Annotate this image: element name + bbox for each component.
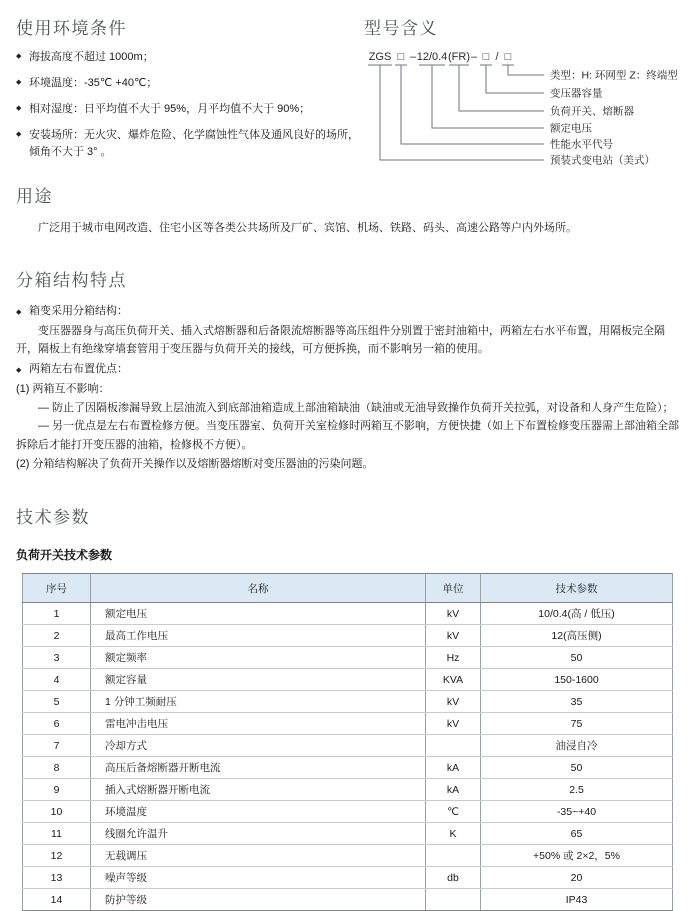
cell-name: 无载调压	[91, 845, 426, 867]
structure-item-1a: — 防止了因隔板渗漏导致上层油流入到底部油箱造成上部油箱缺油（缺油或无油导致操作负荷开关拉弧，对设备和人身产生危险）；	[38, 401, 674, 414]
model-label-switch-fuse: 负荷开关、熔断器	[550, 105, 634, 118]
list-item	[16, 49, 364, 66]
list-item	[16, 127, 364, 161]
cell-index: 10	[23, 801, 91, 823]
table-row	[23, 647, 673, 669]
cell-name: 环境温度	[91, 801, 426, 823]
diamond-bullet-icon: ◆	[16, 366, 22, 374]
model-token: □	[504, 51, 512, 63]
table-row	[23, 691, 673, 713]
cell-index: 11	[23, 823, 91, 845]
list-item	[16, 101, 364, 118]
table-row	[23, 757, 673, 779]
tech-subtitle: 负荷开关技术参数	[16, 548, 113, 563]
section-structure	[16, 266, 680, 474]
table-header-row	[23, 574, 673, 603]
cell-index: 8	[23, 757, 91, 779]
usage-title: 用途	[16, 187, 53, 206]
cell-value: 75	[481, 713, 673, 735]
cell-index: 7	[23, 735, 91, 757]
table-row	[23, 625, 673, 647]
cell-value: 50	[481, 647, 673, 669]
cell-index: 1	[23, 603, 91, 625]
cell-name: 线圈允许温升	[91, 823, 426, 845]
top-row	[16, 14, 680, 176]
load-switch-params-table	[22, 573, 673, 911]
cell-index: 9	[23, 779, 91, 801]
model-token: (FR)	[448, 51, 470, 63]
column-header-index: 序号	[23, 574, 91, 603]
structure-item-2: (2) 分箱结构解决了负荷开关操作以及熔断器熔断对变压器油的污染问题。	[16, 457, 374, 470]
environment-list	[16, 49, 364, 161]
cell-unit: K	[426, 823, 481, 845]
structure-item-1b: — 另一优点是左右布置检修方便。当变压器室、负荷开关室检修时两箱互不影响，方便快捷（如上下布置检修变压器需上部油箱全部拆除后才能打开变压器的油箱，检修极不方便）。	[16, 420, 680, 451]
cell-unit: kA	[426, 757, 481, 779]
env-item-text: 环境温度：-35℃ +40℃；	[29, 77, 158, 90]
structure-bullet-2	[16, 359, 680, 380]
model-label-type: 类型：H: 环网型 Z：终端型	[550, 69, 678, 82]
env-item-text: 海拔高度不超过 1000m；	[29, 51, 154, 63]
environment-title: 使用环境条件	[16, 19, 127, 38]
cell-value: 20	[481, 867, 673, 889]
cell-unit	[426, 845, 481, 867]
model-token: –	[409, 51, 417, 63]
cell-index: 3	[23, 647, 91, 669]
model-token: –	[470, 51, 478, 63]
section-tech-params	[16, 503, 680, 911]
cell-value: 油浸自冷	[481, 735, 673, 757]
model-label-capacity: 变压器容量	[550, 87, 603, 100]
list-item	[16, 75, 364, 92]
table-body	[23, 603, 673, 911]
cell-value: 35	[481, 691, 673, 713]
model-diagram-svg	[364, 49, 680, 171]
tech-title: 技术参数	[16, 508, 90, 528]
cell-unit: Hz	[426, 647, 481, 669]
model-token: □	[482, 51, 490, 63]
cell-index: 13	[23, 867, 91, 889]
cell-name: 最高工作电压	[91, 625, 426, 647]
cell-value: IP43	[481, 889, 673, 911]
cell-unit: kV	[426, 625, 481, 647]
table-row	[23, 823, 673, 845]
section-environment	[16, 14, 364, 176]
column-header-value: 技术参数	[481, 574, 673, 603]
cell-unit: db	[426, 867, 481, 889]
env-item-text: 安装场所：无火灾、爆炸危险、化学腐蚀性气体及通风良好的场所，倾角不大于 3° 。	[29, 129, 359, 159]
cell-unit: kV	[426, 713, 481, 735]
cell-index: 6	[23, 713, 91, 735]
cell-name: 额定容量	[91, 669, 426, 691]
table-row	[23, 713, 673, 735]
diamond-bullet-icon: ◆	[16, 131, 22, 139]
table-row	[23, 845, 673, 867]
cell-unit: ℃	[426, 801, 481, 823]
table-row	[23, 801, 673, 823]
cell-value: 2.5	[481, 779, 673, 801]
cell-unit	[426, 889, 481, 911]
cell-name: 额定频率	[91, 647, 426, 669]
usage-text: 广泛用于城市电网改造、住宅小区等各类公共场所及厂矿、宾馆、机场、铁路、码头、高速公路等户内外场所。	[38, 222, 577, 234]
structure-item-1-heading: (1) 两箱互不影响：	[16, 382, 110, 395]
cell-name: 高压后备熔断器开断电流	[91, 757, 426, 779]
structure-paragraph-1: 变压器器身与高压负荷开关、插入式熔断器和后备限流熔断器等高压组件分别置于密封油箱中，两箱左右水平布置，用隔板完全隔开，隔板上有绝缘穿墙套管用于变压器与负荷开关的接线，可方便拆换，而不影响另一箱的使用。	[16, 324, 665, 356]
diamond-bullet-icon: ◆	[16, 79, 22, 87]
cell-index: 5	[23, 691, 91, 713]
model-token: ZGS	[368, 51, 392, 63]
model-label-voltage: 额定电压	[550, 122, 592, 135]
cell-unit	[426, 735, 481, 757]
cell-index: 4	[23, 669, 91, 691]
diamond-bullet-icon: ◆	[16, 105, 22, 113]
model-token: □	[397, 51, 405, 63]
model-token: 12/0.4	[416, 51, 448, 63]
cell-name: 雷电冲击电压	[91, 713, 426, 735]
diamond-bullet-icon: ◆	[16, 308, 22, 316]
cell-unit: kV	[426, 603, 481, 625]
table-row	[23, 889, 673, 911]
table-row	[23, 669, 673, 691]
cell-unit: kV	[426, 691, 481, 713]
diamond-bullet-icon: ◆	[16, 53, 22, 60]
section-usage	[16, 182, 680, 238]
cell-value: 150-1600	[481, 669, 673, 691]
table-row	[23, 779, 673, 801]
cell-value: 50	[481, 757, 673, 779]
cell-value: 65	[481, 823, 673, 845]
column-header-unit: 单位	[426, 574, 481, 603]
cell-unit: kA	[426, 779, 481, 801]
model-code-diagram	[364, 49, 680, 176]
column-header-name: 名称	[91, 574, 426, 603]
structure-bullet-1-text: 箱变采用分箱结构：	[29, 304, 128, 317]
cell-value: 12(高压侧)	[481, 625, 673, 647]
table-row	[23, 867, 673, 889]
table-row	[23, 603, 673, 625]
structure-bullet-2-text: 两箱左右布置优点：	[29, 362, 128, 375]
structure-bullet-1	[16, 301, 680, 322]
section-model-meaning	[364, 14, 680, 176]
cell-unit: KVA	[426, 669, 481, 691]
cell-name: 插入式熔断器开断电流	[91, 779, 426, 801]
model-label-performance: 性能水平代号	[550, 138, 613, 151]
cell-value: +50% 或 2×2，5%	[481, 845, 673, 867]
cell-name: 冷却方式	[91, 735, 426, 757]
cell-name: 防护等级	[91, 889, 426, 911]
table-row	[23, 735, 673, 757]
cell-index: 2	[23, 625, 91, 647]
model-label-substation: 预装式变电站（美式）	[550, 154, 655, 167]
cell-name: 1 分钟工频耐压	[91, 691, 426, 713]
model-title: 型号含义	[364, 19, 438, 38]
cell-value: 10/0.4(高 / 低压)	[481, 603, 673, 625]
env-item-text: 相对湿度：日平均值不大于 95%，月平均值不大于 90%；	[29, 103, 311, 116]
cell-index: 12	[23, 845, 91, 867]
cell-value: -35~+40	[481, 801, 673, 823]
cell-index: 14	[23, 889, 91, 911]
cell-name: 额定电压	[91, 603, 426, 625]
structure-title: 分箱结构特点	[16, 270, 127, 290]
cell-name: 噪声等级	[91, 867, 426, 889]
model-token: /	[495, 51, 499, 63]
